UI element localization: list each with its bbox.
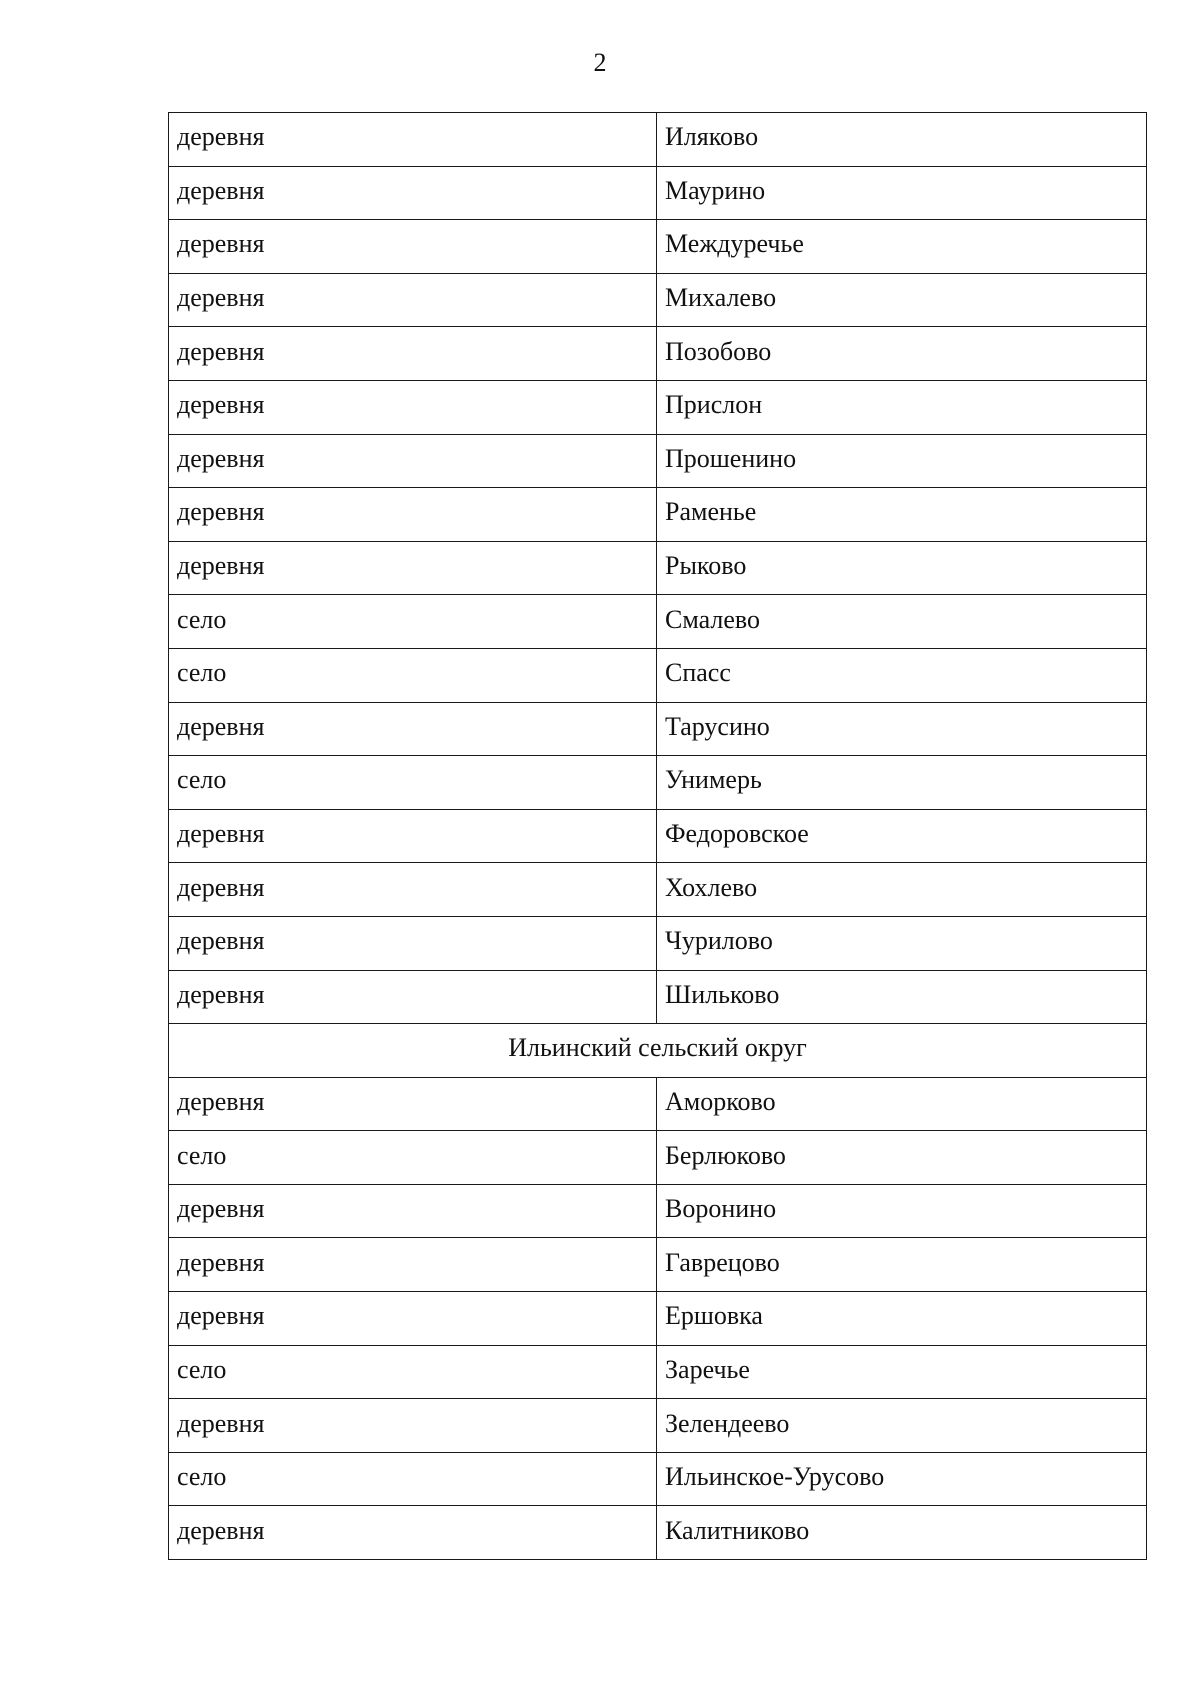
table-row bbox=[169, 327, 1147, 381]
settlement-name-cell: Михалево bbox=[657, 273, 1147, 327]
settlement-name-cell: Раменье bbox=[657, 488, 1147, 542]
settlement-type-cell: деревня bbox=[169, 702, 657, 756]
table-row bbox=[169, 1506, 1147, 1560]
settlement-name-cell: Маурино bbox=[657, 166, 1147, 220]
table-row bbox=[169, 756, 1147, 810]
settlements-table bbox=[168, 112, 1147, 1560]
settlement-name-cell: Иляково bbox=[657, 113, 1147, 167]
settlement-name-cell: Унимерь bbox=[657, 756, 1147, 810]
table-row bbox=[169, 1345, 1147, 1399]
settlement-type-cell: деревня bbox=[169, 863, 657, 917]
settlement-name-cell: Чурилово bbox=[657, 916, 1147, 970]
settlement-type-cell: село bbox=[169, 756, 657, 810]
page-number: 2 bbox=[593, 48, 607, 77]
settlement-name-cell: Заречье bbox=[657, 1345, 1147, 1399]
settlement-name-cell: Ильинское-Урусово bbox=[657, 1452, 1147, 1506]
settlement-name-cell: Калитниково bbox=[657, 1506, 1147, 1560]
table-row bbox=[169, 488, 1147, 542]
settlement-type-cell: деревня bbox=[169, 113, 657, 167]
table-row bbox=[169, 273, 1147, 327]
settlement-type-cell: село bbox=[169, 595, 657, 649]
settlement-type-cell: деревня bbox=[169, 1077, 657, 1131]
settlement-type-cell: деревня bbox=[169, 273, 657, 327]
table-row bbox=[169, 916, 1147, 970]
settlement-name-cell: Хохлево bbox=[657, 863, 1147, 917]
settlement-type-cell: село bbox=[169, 1452, 657, 1506]
settlement-type-cell: деревня bbox=[169, 1292, 657, 1346]
settlement-type-cell: деревня bbox=[169, 970, 657, 1024]
settlements-table-body bbox=[169, 113, 1147, 1560]
settlement-name-cell: Позобово bbox=[657, 327, 1147, 381]
table-row bbox=[169, 1292, 1147, 1346]
table-row bbox=[169, 970, 1147, 1024]
settlement-name-cell: Шильково bbox=[657, 970, 1147, 1024]
settlement-type-cell: село bbox=[169, 648, 657, 702]
settlement-type-cell: деревня bbox=[169, 220, 657, 274]
section-header: Ильинский сельский округ bbox=[169, 1024, 1147, 1078]
settlement-type-cell: деревня bbox=[169, 327, 657, 381]
settlement-name-cell: Прислон bbox=[657, 380, 1147, 434]
table-row bbox=[169, 1184, 1147, 1238]
settlement-type-cell: деревня bbox=[169, 916, 657, 970]
settlement-name-cell: Берлюково bbox=[657, 1131, 1147, 1185]
settlement-type-cell: деревня bbox=[169, 541, 657, 595]
table-row bbox=[169, 541, 1147, 595]
settlement-name-cell: Прошенино bbox=[657, 434, 1147, 488]
settlement-type-cell: деревня bbox=[169, 1184, 657, 1238]
table-row bbox=[169, 809, 1147, 863]
settlement-name-cell: Гаврецово bbox=[657, 1238, 1147, 1292]
settlement-name-cell: Зелендеево bbox=[657, 1399, 1147, 1453]
settlement-type-cell: деревня bbox=[169, 166, 657, 220]
table-row bbox=[169, 1238, 1147, 1292]
table-row bbox=[169, 1399, 1147, 1453]
table-row bbox=[169, 702, 1147, 756]
settlement-name-cell: Аморково bbox=[657, 1077, 1147, 1131]
table-row bbox=[169, 648, 1147, 702]
settlement-type-cell: деревня bbox=[169, 1399, 657, 1453]
section-header-row bbox=[169, 1024, 1147, 1078]
settlement-type-cell: деревня bbox=[169, 809, 657, 863]
settlement-name-cell: Федоровское bbox=[657, 809, 1147, 863]
table-row bbox=[169, 863, 1147, 917]
table-row bbox=[169, 380, 1147, 434]
table-row bbox=[169, 595, 1147, 649]
table-row bbox=[169, 434, 1147, 488]
settlement-name-cell: Воронино bbox=[657, 1184, 1147, 1238]
settlement-name-cell: Тарусино bbox=[657, 702, 1147, 756]
table-row bbox=[169, 220, 1147, 274]
settlement-name-cell: Смалево bbox=[657, 595, 1147, 649]
settlement-type-cell: село bbox=[169, 1345, 657, 1399]
settlement-type-cell: деревня bbox=[169, 434, 657, 488]
settlement-type-cell: деревня bbox=[169, 488, 657, 542]
table-row bbox=[169, 113, 1147, 167]
table-row bbox=[169, 1452, 1147, 1506]
settlement-type-cell: село bbox=[169, 1131, 657, 1185]
settlement-name-cell: Спасс bbox=[657, 648, 1147, 702]
table-row bbox=[169, 166, 1147, 220]
settlement-name-cell: Междуречье bbox=[657, 220, 1147, 274]
settlement-type-cell: деревня bbox=[169, 380, 657, 434]
settlement-type-cell: деревня bbox=[169, 1506, 657, 1560]
settlement-name-cell: Рыково bbox=[657, 541, 1147, 595]
settlement-type-cell: деревня bbox=[169, 1238, 657, 1292]
table-row bbox=[169, 1131, 1147, 1185]
settlement-name-cell: Ершовка bbox=[657, 1292, 1147, 1346]
table-row bbox=[169, 1077, 1147, 1131]
